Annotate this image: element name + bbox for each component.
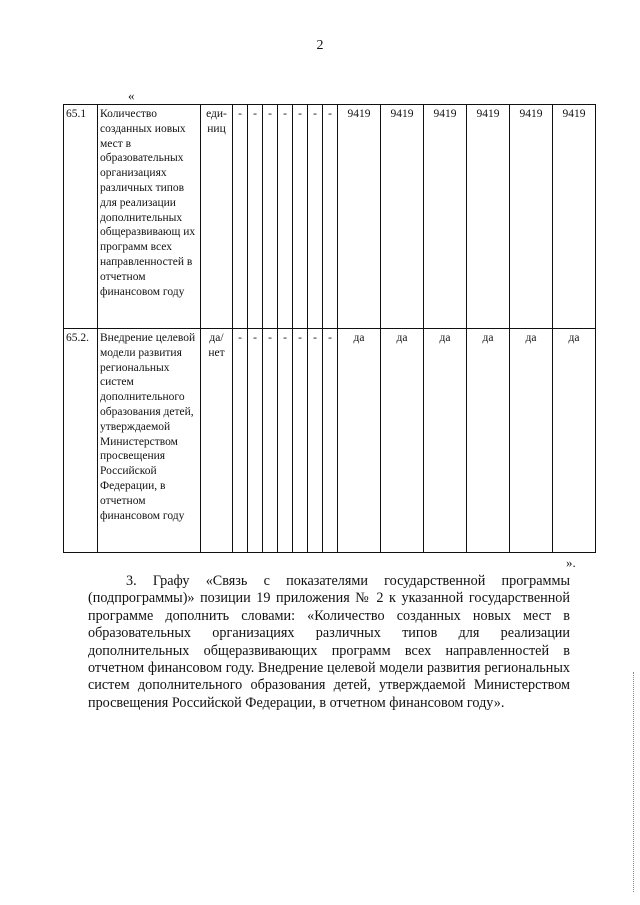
- value-cell: да: [381, 329, 424, 553]
- indicator-name: Внедрение целевой модели развития региональных систем дополнительного образования детей, утверждаемой Министерством просвещения Российской Федерации, в отчетном финансовом году: [98, 329, 201, 553]
- table-row: [64, 105, 596, 329]
- value-cell: да: [424, 329, 467, 553]
- empty-value-cell: -: [278, 329, 293, 553]
- value-cell: 9419: [424, 105, 467, 329]
- value-cell: да: [553, 329, 596, 553]
- closing-quote: ».: [566, 555, 576, 570]
- empty-value-cell: -: [233, 105, 248, 329]
- empty-value-cell: -: [308, 329, 323, 553]
- opening-quote: «: [128, 88, 135, 103]
- empty-value-cell: -: [263, 105, 278, 329]
- empty-value-cell: -: [293, 329, 308, 553]
- empty-value-cell: -: [293, 105, 308, 329]
- indicator-name: Количество созданных иовых мест в образовательных организациях различных типов для реализации дополнительных общеразвивающ их программ всех направленностей в отчетном финансовом году: [98, 105, 201, 329]
- indicators-table: [63, 104, 596, 553]
- page-number: 2: [316, 38, 324, 53]
- empty-value-cell: -: [248, 105, 263, 329]
- value-cell: да: [338, 329, 381, 553]
- value-cell: 9419: [338, 105, 381, 329]
- unit-cell: еди- ниц: [201, 105, 233, 329]
- row-number: 65.1: [64, 105, 98, 329]
- empty-value-cell: -: [323, 329, 338, 553]
- value-cell: да: [467, 329, 510, 553]
- value-cell: 9419: [553, 105, 596, 329]
- value-cell: 9419: [510, 105, 553, 329]
- row-number: 65.2.: [64, 329, 98, 553]
- table-row: [64, 329, 596, 553]
- scan-margin-mark: [633, 672, 634, 892]
- empty-value-cell: -: [308, 105, 323, 329]
- value-cell: 9419: [467, 105, 510, 329]
- unit-cell: да/ нет: [201, 329, 233, 553]
- value-cell: да: [510, 329, 553, 553]
- value-cell: 9419: [381, 105, 424, 329]
- empty-value-cell: -: [323, 105, 338, 329]
- empty-value-cell: -: [248, 329, 263, 553]
- empty-value-cell: -: [263, 329, 278, 553]
- empty-value-cell: -: [233, 329, 248, 553]
- empty-value-cell: -: [278, 105, 293, 329]
- amendment-paragraph: 3. Графу «Связь с показателями государственной программы (подпрограммы)» позиции 19 приложения № 2 к указанной государственной программе дополнить словами: «Количество созданных новых мест в образовательных организациях различных типов для реализации дополнительных общеразвивающих программ всех направленностей в отчетном финансовом году. Внедрение целевой модели развития региональных систем дополнительного образования детей, утверждаемой Министерством просвещения Российской Федерации, в отчетном финансовом году».: [88, 573, 570, 711]
